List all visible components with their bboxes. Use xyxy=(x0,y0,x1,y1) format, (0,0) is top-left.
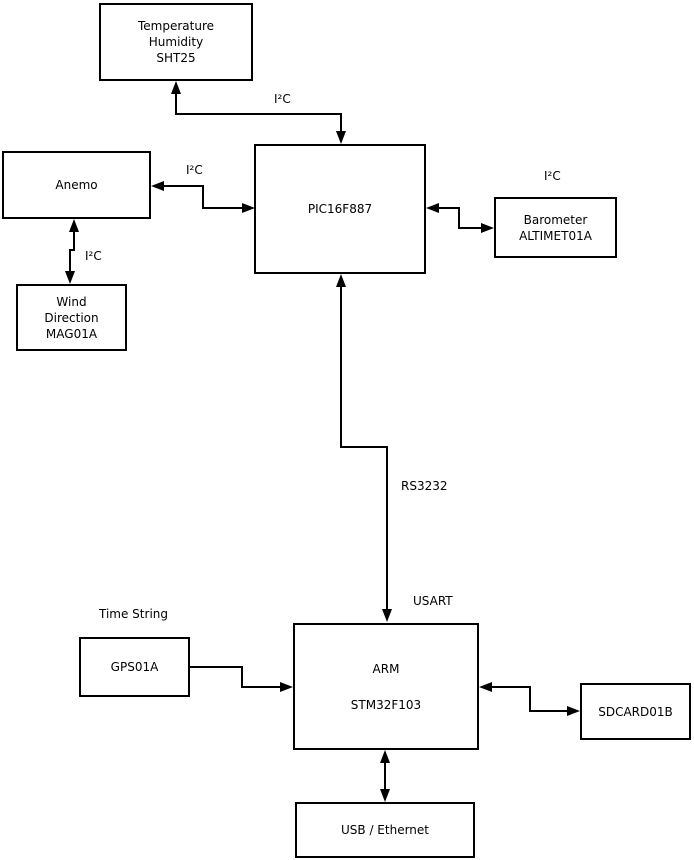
edge-label-i2c-wind: I²C xyxy=(85,249,102,263)
node-sdcard01b xyxy=(580,683,691,740)
arrowhead-up-icon xyxy=(380,750,390,763)
edge-line xyxy=(70,230,74,273)
edge-pic-arm xyxy=(336,274,392,622)
edge-label-rs3232: RS3232 xyxy=(401,479,448,493)
node-label: Barometer xyxy=(523,212,588,227)
node-label: SHT25 xyxy=(156,51,196,65)
node-label: Temperature xyxy=(137,19,214,33)
arrowhead-up-icon xyxy=(171,81,181,94)
arrowhead-up-icon xyxy=(69,219,79,232)
node-label: Humidity xyxy=(148,35,204,49)
arrowhead-right-icon xyxy=(567,706,580,716)
node-label: Anemo xyxy=(55,178,98,192)
node-gps01a xyxy=(79,637,190,697)
arrowhead-right-icon xyxy=(481,223,494,233)
arrowhead-down-icon xyxy=(380,789,390,802)
edge-gps-arm xyxy=(190,667,293,692)
node-temperature-humidity-sht25 xyxy=(99,3,253,81)
node-pic16f887 xyxy=(254,144,426,274)
node-label: ARM xyxy=(372,661,400,676)
node-label: SDCARD01B xyxy=(598,704,673,719)
arrowhead-left-icon xyxy=(151,181,164,191)
edge-pic-barometer xyxy=(426,203,494,233)
node-wind-direction-mag01a xyxy=(16,284,127,351)
node-label: ALTIMET01A xyxy=(519,228,592,243)
edge-label-i2c-anemo: I²C xyxy=(186,163,203,177)
edge-label-usart: USART xyxy=(413,594,453,608)
arrowhead-left-icon xyxy=(426,203,439,213)
edge-line xyxy=(163,186,244,208)
edge-line xyxy=(176,92,341,133)
arrowhead-right-icon xyxy=(280,682,293,692)
node-label: GPS01A xyxy=(110,660,159,674)
arrowhead-down-icon xyxy=(65,271,75,284)
node-label: Wind xyxy=(56,294,87,309)
edge-pic-anemo xyxy=(151,181,255,213)
edge-line xyxy=(190,667,282,687)
arrowhead-down-icon xyxy=(336,131,346,144)
edge-pic-sht25 xyxy=(171,81,346,144)
node-usb-ethernet xyxy=(295,802,475,858)
edge-line xyxy=(437,208,483,228)
node-label: Direction xyxy=(44,310,99,325)
edge-arm-usb xyxy=(380,750,390,802)
edge-line xyxy=(341,285,387,611)
node-label: MAG01A xyxy=(45,326,98,341)
edge-label-time-string: Time String xyxy=(99,607,168,621)
edge-line xyxy=(490,687,569,711)
arrowhead-down-icon xyxy=(382,609,392,622)
edge-arm-sdcard xyxy=(479,682,580,716)
node-label: USB / Ethernet xyxy=(341,823,429,837)
node-label: STM32F103 xyxy=(350,697,422,712)
node-label: PIC16F887 xyxy=(307,202,373,216)
node-arm-stm32f103 xyxy=(293,623,479,750)
node-barometer-altimet01a xyxy=(494,197,617,258)
edge-anemo-wind xyxy=(65,219,79,284)
edge-label-i2c-barometer: I²C xyxy=(544,169,561,183)
edge-label-i2c-sht25: I²C xyxy=(274,92,291,106)
node-anemo xyxy=(2,151,151,219)
arrowhead-up-icon xyxy=(336,274,346,287)
arrowhead-left-icon xyxy=(479,682,492,692)
